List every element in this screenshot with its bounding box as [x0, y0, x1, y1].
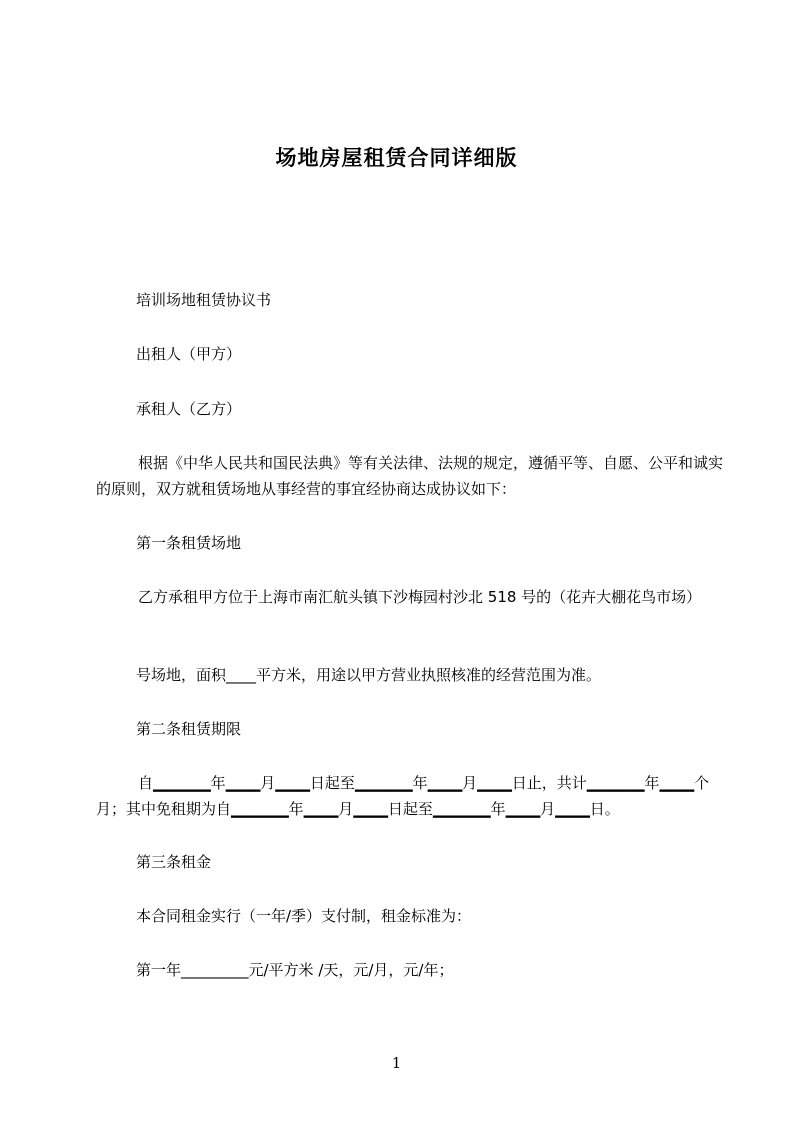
- document-title: 场地房屋租赁合同详细版: [275, 146, 518, 170]
- article-2-paragraph: [96, 770, 726, 822]
- article-1-paragraph: [96, 584, 726, 610]
- article-3-heading: 第三条租金: [136, 853, 212, 871]
- area-paragraph: 号场地，面积____平方米，用途以甲方营业执照核准的经营范围为准。: [136, 666, 602, 684]
- preamble-paragraph: [96, 450, 726, 502]
- rent-method-paragraph: 本合同租金实行（一年/季）支付制，租金标准为：: [136, 907, 472, 925]
- first-year-rent-paragraph: 第一年_________元/平方米 /天，元/月，元/年；: [136, 961, 454, 979]
- article-2-heading: 第二条租赁期限: [136, 720, 242, 738]
- subtitle-paragraph: 培训场地租赁协议书: [136, 291, 272, 309]
- article-1-heading: 第一条租赁场地: [136, 534, 242, 552]
- article-1-text: 乙方承租甲方位于上海市南汇航头镇下沙梅园村沙北 518 号的（花卉大棚花鸟市场）: [138, 588, 702, 606]
- lessor-paragraph: 出租人（甲方）: [136, 345, 242, 363]
- page-number: 1: [391, 1054, 402, 1072]
- article-2-text: 自▁▁▁▁▁年▁▁▁月▁▁▁日起至▁▁▁▁▁年▁▁▁月▁▁▁日止，共计▁▁▁▁▁年▁▁▁个月；其中免租期为自▁▁▁▁▁年▁▁▁月▁▁▁日起至▁▁▁▁▁年▁▁▁月▁▁▁日。: [96, 774, 710, 818]
- preamble-text: 根据《中华人民共和国民法典》等有关法律、法规的规定，遵循平等、自愿、公平和诚实的原则，双方就租赁场地从事经营的事宜经协商达成协议如下：: [96, 454, 724, 498]
- lessee-paragraph: 承租人（乙方）: [136, 400, 242, 418]
